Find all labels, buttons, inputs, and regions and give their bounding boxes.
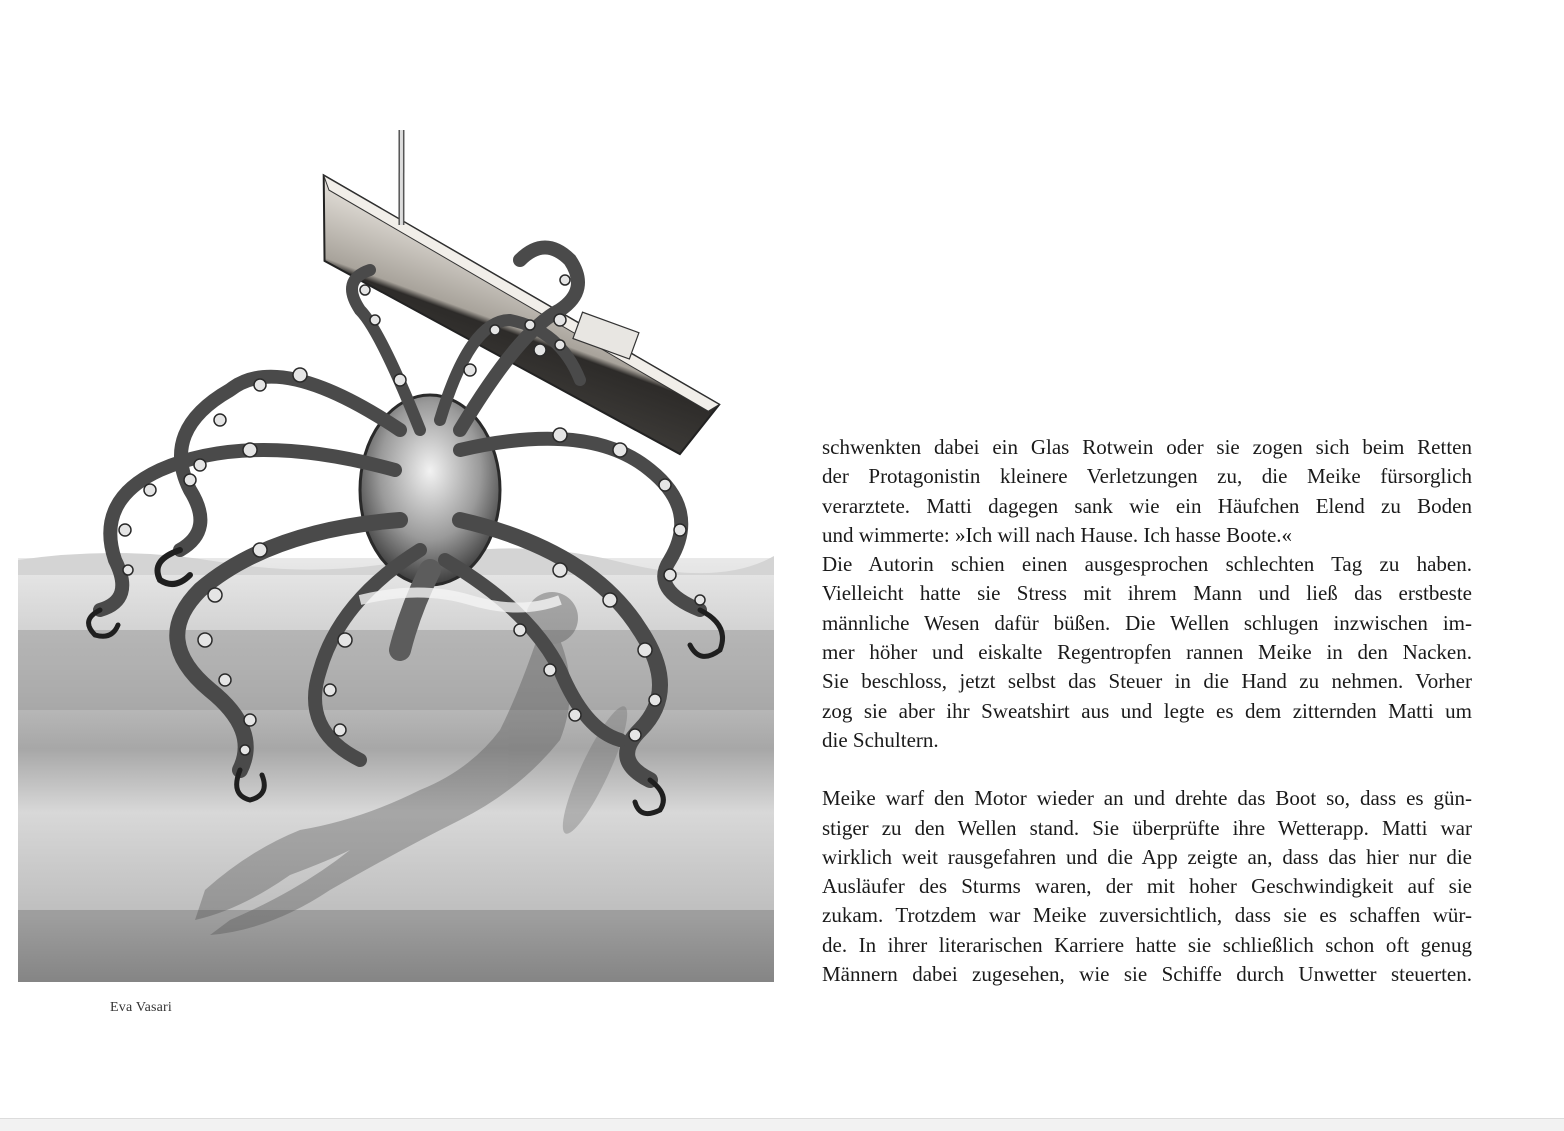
- text-line: der Protagonistin kleinere Verletzungen zu, die Meike fürsorglich: [822, 464, 1472, 489]
- text-line: schwenkten dabei ein Glas Rotwein oder sie zogen sich beim Retten: [822, 435, 1472, 459]
- octopus-boat-illustration: [0, 130, 790, 990]
- text-line: zukam. Trotzdem war Meike zuversichtlich, dass sie es schaffen wür-: [822, 903, 1472, 928]
- text-line: männliche Wesen dafür büßen. Die Wellen schlugen inzwischen im-: [822, 610, 1472, 635]
- text-line: wirklich weit rausgefahren und die App zeigte an, dass das hier nur die: [822, 844, 1472, 869]
- text-line: Ausläufer des Sturms waren, der mit hoher Geschwindigkeit auf sie: [822, 874, 1472, 899]
- text-line: Sie beschloss, jetzt selbst das Steuer in die Hand zu nehmen. Vorher: [822, 669, 1472, 694]
- text-line: zog sie aber ihr Sweatshirt aus und legte es dem zitternden Matti um: [822, 698, 1472, 723]
- text-line: Die Autorin schien einen ausgesprochen schlechten Tag zu haben.: [822, 552, 1472, 577]
- text-line: Männern dabei zugesehen, wie sie Schiffe durch Unwetter steuerten.: [822, 962, 1472, 987]
- image-credit: Eva Vasari: [110, 1000, 172, 1015]
- text-line: die Schultern.: [822, 727, 939, 752]
- paragraph-3: [822, 784, 1472, 989]
- story-text: [822, 433, 1472, 989]
- viewer-bottom-edge: [0, 1118, 1564, 1131]
- text-line: de. In ihrer literarischen Karriere hatte sie schließlich schon oft genug: [822, 932, 1472, 957]
- text-line: und wimmerte: »Ich will nach Hause. Ich hasse Boote.«: [822, 522, 1293, 547]
- text-line: Vielleicht hatte sie Stress mit ihrem Mann und ließ das erstbeste: [822, 581, 1472, 606]
- paragraph-2: [822, 550, 1472, 755]
- illustration-artwork: [0, 130, 790, 990]
- paragraph-1: [822, 433, 1472, 550]
- text-line: mer höher und eiskalte Regentropfen rannen Meike in den Nacken.: [822, 640, 1472, 665]
- text-line: verarztete. Matti dagegen sank wie ein Häufchen Elend zu Boden: [822, 493, 1472, 518]
- text-line: Meike warf den Motor wieder an und drehte das Boot so, dass es gün-: [822, 786, 1472, 811]
- text-line: stiger zu den Wellen stand. Sie überprüfte ihre Wetterapp. Matti war: [822, 815, 1472, 840]
